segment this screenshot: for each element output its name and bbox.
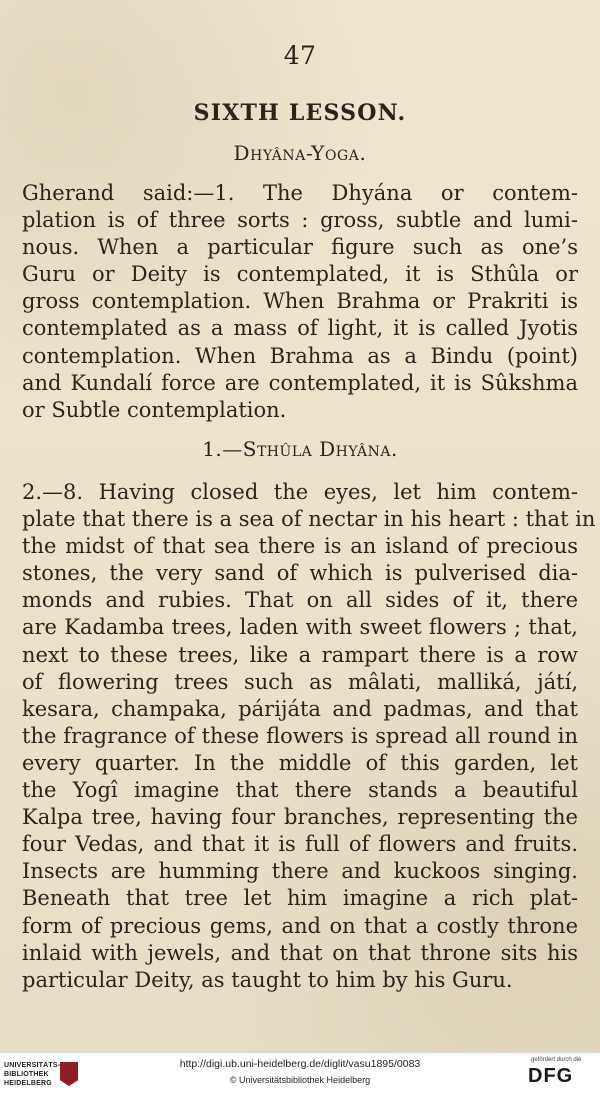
text-line: Beneath that tree let him imagine a rich plat-: [22, 886, 578, 911]
text-line: stones, the very sand of which is pulverised dia-: [22, 561, 578, 586]
text-line: form of precious gems, and on that a costly throne: [22, 913, 578, 938]
paragraph-2: [22, 479, 596, 994]
lesson-subtitle: Dhyâna-Yoga.: [233, 141, 367, 165]
text-line: particular Deity, as taught to him by his Guru.: [22, 967, 513, 992]
text-line: every quarter. In the middle of this garden, let: [22, 750, 578, 775]
dfg-wordmark: DFG: [528, 1065, 574, 1087]
lesson-title: SIXTH LESSON.: [193, 100, 407, 126]
text-line: plation is of three sorts : gross, subtle and lumi-: [22, 208, 578, 233]
text-line: Gherand said:—1. The Dhyána or contem-: [22, 181, 578, 205]
text-line: and Kundalí force are contemplated, it is Sûkshma: [22, 370, 578, 395]
text-line: the midst of that sea there is an island of precious: [22, 534, 578, 559]
text-line: 2.—8. Having closed the eyes, let him contem-: [22, 480, 578, 504]
page-number: 47: [283, 41, 317, 70]
text-line: next to these trees, like a rampart there is a row: [22, 642, 578, 667]
text-line: contemplation. When Brahma as a Bindu (point): [22, 343, 578, 368]
text-line: Kalpa tree, having four branches, representing the: [22, 805, 578, 830]
copyright-notice: © Universitätsbibliothek Heidelberg: [229, 1075, 371, 1085]
text-line: or Subtle contemplation.: [22, 397, 287, 422]
text-line: inlaid with jewels, and that on that throne sits his: [22, 940, 578, 965]
library-line-2: BIBLIOTHEK: [4, 1071, 49, 1078]
text-line: Insects are humming there and kuckoos singing.: [22, 859, 578, 884]
text-line: nous. When a particular figure such as one’s: [22, 235, 578, 260]
text-line: four Vedas, and that it is full of flowers and fruits.: [22, 832, 578, 857]
funding-note: gefördert durch die: [531, 1057, 582, 1063]
library-line-3: HEIDELBERG: [4, 1080, 52, 1087]
text-line: of flowering trees such as mâlati, malliká, játí,: [22, 669, 578, 694]
digital-library-footer: [0, 1052, 600, 1097]
section-heading: 1.—Sthûla Dhyâna.: [202, 437, 398, 461]
library-line-1: UNIVERSITÄTS-: [4, 1062, 61, 1069]
text-line: are Kadamba trees, laden with sweet flowers ; that,: [22, 615, 578, 640]
text-line: gross contemplation. When Brahma or Prakriti is: [22, 289, 578, 314]
text-line: the Yogî imagine that there stands a beautiful: [22, 778, 578, 803]
text-line: monds and rubies. That on all sides of it, there: [22, 588, 578, 613]
dfg-logo: [528, 1057, 590, 1091]
text-line: plate that there is a sea of nectar in his heart : that in: [22, 507, 596, 532]
text-line: kesara, champaka, párijáta and padmas, and that: [22, 696, 578, 721]
paragraph-1: [22, 180, 578, 424]
text-line: contemplated as a mass of light, it is called Jyotis: [22, 316, 578, 341]
text-line: Guru or Deity is contemplated, it is Sthûla or: [22, 262, 578, 287]
text-line: the fragrance of these flowers is spread all round in: [22, 723, 578, 748]
digital-copy-link[interactable]: http://digi.ub.uni-heidelberg.de/diglit/vasu1895/0083: [179, 1058, 421, 1070]
